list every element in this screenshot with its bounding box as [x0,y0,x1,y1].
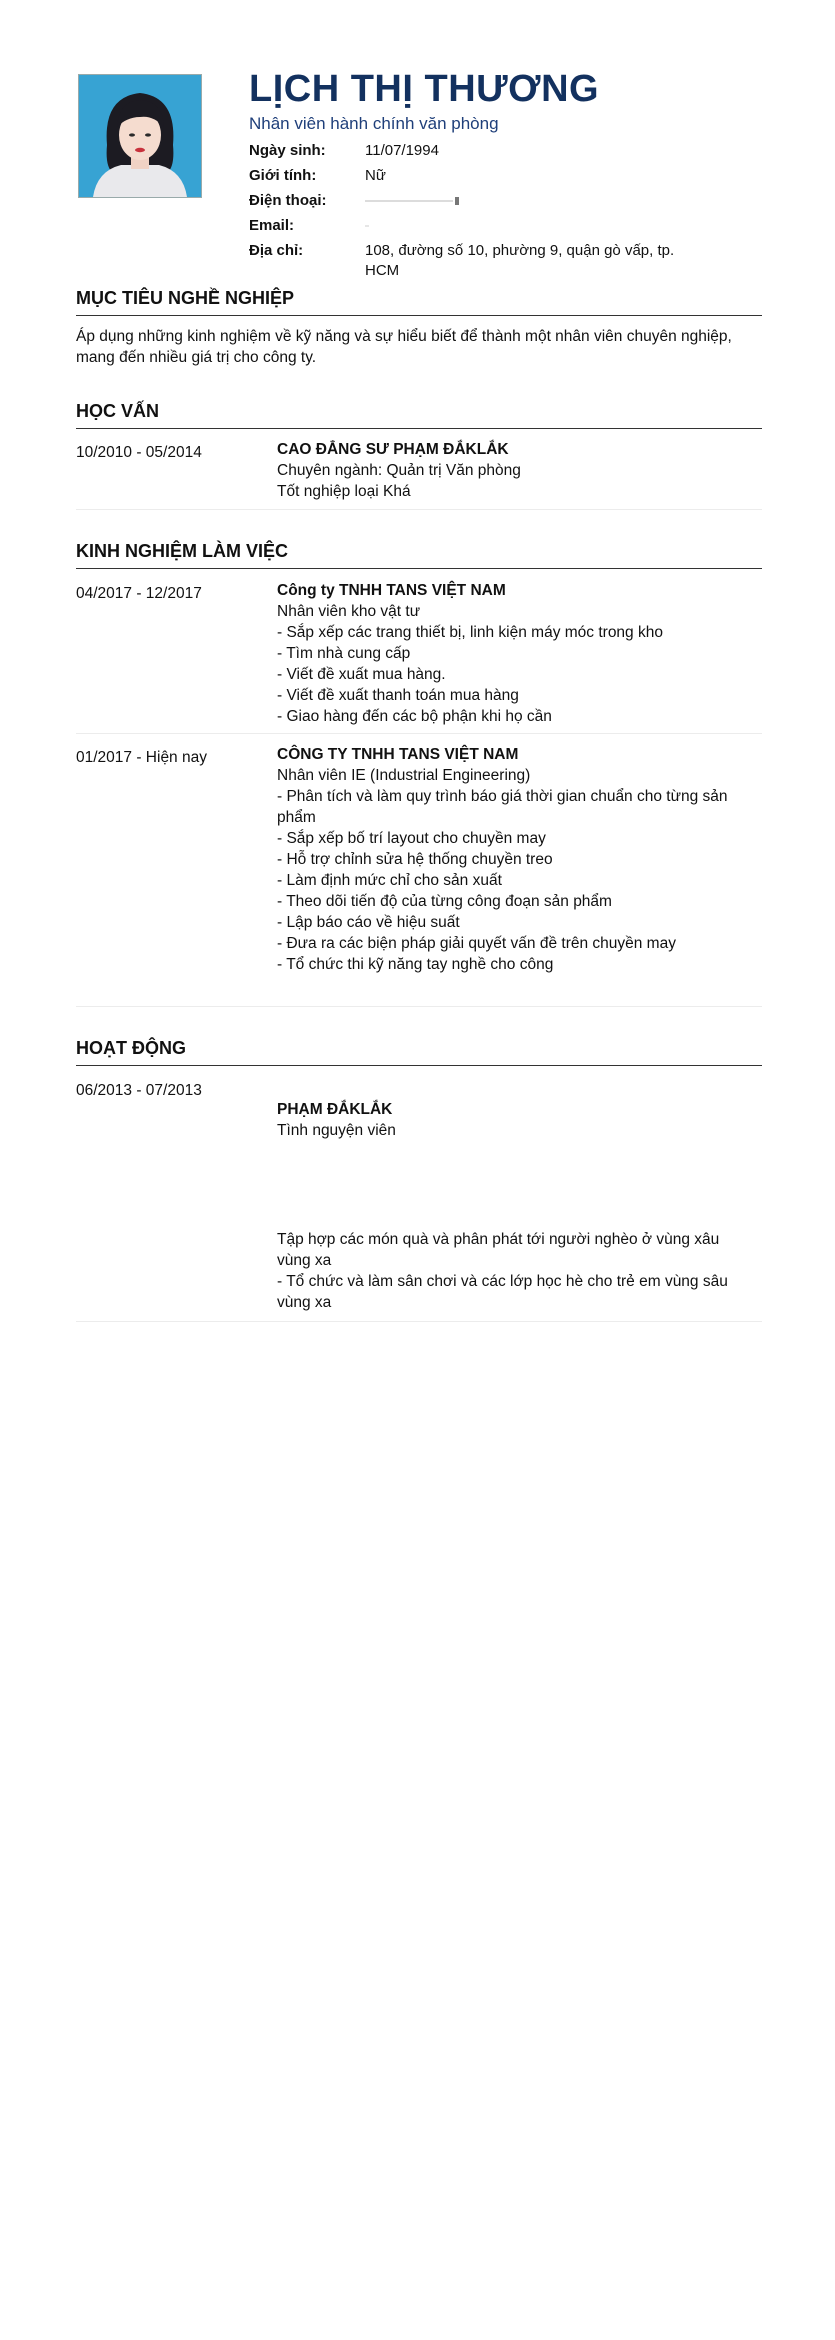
education-divider [76,509,762,510]
dob-label: Ngày sinh: [249,142,326,159]
experience-divider [76,1006,762,1007]
section-title-objective: MỤC TIÊU NGHỀ NGHIỆP [76,287,762,316]
objective-text: Áp dụng những kinh nghiệm về kỹ năng và sự hiểu biết để thành một nhân viên chuyên nghiệp, mang đến nhiều giá trị cho công ty. [76,328,732,366]
activity-org: PHẠM ĐẮKLẮK [277,1101,393,1118]
candidate-name: LỊCH THỊ THƯƠNG [249,68,600,110]
education-major: Chuyên ngành: Quản trị Văn phòng [277,462,521,479]
education-date: 10/2010 - 05/2014 [76,444,202,461]
experience-duty: - Giao hàng đến các bộ phận khi họ cần [277,708,552,725]
experience-date: 04/2017 - 12/2017 [76,585,202,602]
experience-duty: - Lập báo cáo về hiệu suất [277,914,460,931]
candidate-position: Nhân viên hành chính văn phòng [249,114,499,133]
activity-entry-details [277,1229,747,1313]
experience-duty: - Sắp xếp các trang thiết bị, linh kiện máy móc trong kho [277,624,663,641]
experience-duty: - Tổ chức thi kỹ năng tay nghề cho công [277,956,554,973]
section-title-activities: HOẠT ĐỘNG [76,1037,762,1066]
activity-detail: Tập hợp các món quà và phân phát tới người nghèo ở vùng xâu vùng xa [277,1231,720,1269]
section-title-experience: KINH NGHIỆM LÀM VIỆC [76,540,762,569]
education-result: Tốt nghiệp loại Khá [277,483,411,500]
phone-label: Điện thoại: [249,192,327,209]
activities-divider [76,1321,762,1322]
profile-photo-illustration [79,75,201,197]
experience-entry [277,580,747,727]
gender-label: Giới tính: [249,167,317,184]
activity-entry-header [277,1099,747,1141]
experience-duty: - Theo dõi tiến độ của từng công đoạn sản phẩm [277,893,612,910]
experience-duty: - Làm định mức chỉ cho sản xuất [277,872,502,889]
phone-redaction-mark [365,200,453,202]
address-value: 108, đường số 10, phường 9, quận gò vấp, tp. HCM [365,242,675,279]
email-label: Email: [249,217,295,234]
experience-duty: - Sắp xếp bố trí layout cho chuyền may [277,830,546,847]
phone-value-redacted [365,191,705,211]
experience-duty: - Viết đề xuất mua hàng. [277,666,446,683]
education-school: CAO ĐẲNG SƯ PHẠM ĐẮKLẮK [277,441,509,458]
experience-duty: - Tìm nhà cung cấp [277,645,411,662]
experience-duty: - Hỗ trợ chỉnh sửa hệ thống chuyền treo [277,851,553,868]
activity-date: 06/2013 - 07/2013 [76,1082,202,1099]
profile-photo [78,74,202,198]
experience-duty: - Phân tích và làm quy trình báo giá thời gian chuẩn cho từng sản phẩm [277,788,728,826]
phone-redaction-tick [455,197,459,205]
experience-duty: - Đưa ra các biện pháp giải quyết vấn đề trên chuyền may [277,935,676,952]
activity-role: Tình nguyện viên [277,1122,396,1139]
email-redaction-mark [365,225,369,227]
activity-detail: - Tổ chức và làm sân chơi và các lớp học hè cho trẻ em vùng sâu vùng xa [277,1273,728,1311]
experience-date: 01/2017 - Hiện nay [76,749,207,766]
section-title-education: HỌC VẤN [76,400,762,429]
experience-role: Nhân viên kho vật tư [277,603,421,620]
dob-value: 11/07/1994 [365,142,439,159]
experience-company: Công ty TNHH TANS VIỆT NAM [277,582,506,599]
address-label: Địa chỉ: [249,242,304,259]
experience-entry [277,744,747,975]
gender-value: Nữ [365,167,386,184]
email-value-redacted [365,216,705,236]
experience-divider [76,733,762,734]
education-entry [277,439,747,502]
experience-duty: - Viết đề xuất thanh toán mua hàng [277,687,519,704]
experience-company: CÔNG TY TNHH TANS VIỆT NAM [277,746,519,763]
experience-role: Nhân viên IE (Industrial Engineering) [277,767,531,784]
